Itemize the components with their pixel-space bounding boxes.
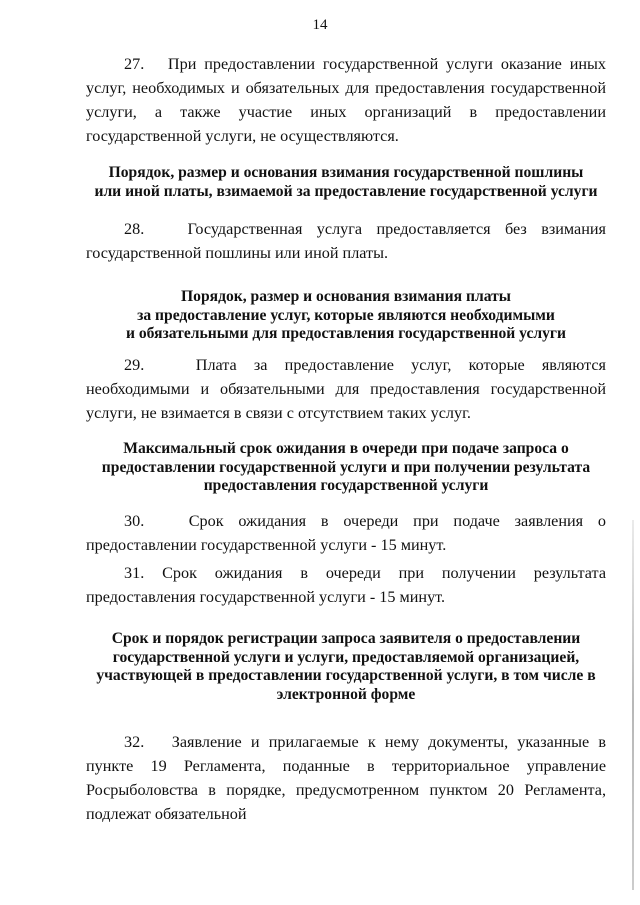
paragraph-text: Плата за предоставление услуг, которые являются необходимыми и обязательными для предоставления государственной услуги, не взимается в связи с отсутствием таких услуг. <box>86 356 606 422</box>
heading-line: за предоставление услуг, которые являются необходимыми <box>137 306 555 324</box>
paragraph-number: 30. <box>124 512 145 530</box>
section-heading-payment <box>80 288 612 344</box>
scan-edge-shadow <box>632 520 634 890</box>
paragraph-text: Срок ожидания в очереди при получении результата предоставления государственной услуги - 15 минут. <box>86 564 606 606</box>
heading-line: Порядок, размер и основания взимания платы <box>181 288 511 305</box>
paragraph-31 <box>86 561 606 609</box>
heading-line: или иной платы, взимаемой за предоставление государственной услуги <box>94 182 598 200</box>
heading-line: Порядок, размер и основания взимания государственной пошлины <box>108 164 584 181</box>
heading-line: Максимальный срок ожидания в очереди при подаче запроса о <box>123 440 569 457</box>
paragraph-number: 29. <box>124 356 145 374</box>
paragraph-number: 32. <box>124 733 145 751</box>
paragraph-text: Заявление и прилагаемые к нему документы, указанные в пункте 19 Регламента, поданные в территориальное управление Росрыболовства в порядке, предусмотренном пунктом 20 Регламента, подлежат обязательной <box>86 733 607 823</box>
paragraph-29 <box>86 353 606 425</box>
heading-line: предоставления государственной услуги <box>203 477 489 494</box>
paragraph-32 <box>86 730 606 826</box>
heading-line: электронной форме <box>276 685 416 703</box>
paragraph-text: Срок ожидания в очереди при подаче заявления о предоставлении государственной услуги - 15 минут. <box>86 512 607 554</box>
paragraph-number: 31. <box>124 564 145 582</box>
heading-line: Срок и порядок регистрации запроса заявителя о предоставлении <box>111 630 581 647</box>
page-number: 14 <box>312 17 328 33</box>
paragraph-28 <box>86 217 606 265</box>
heading-line: государственной услуги и услуги, предоставляемой организацией, <box>112 648 580 666</box>
section-heading-fee <box>80 164 612 201</box>
paragraph-27 <box>86 52 606 148</box>
section-heading-registration <box>80 630 612 704</box>
paragraph-30 <box>86 509 606 557</box>
paragraph-text: При предоставлении государственной услуги оказание иных услуг, необходимых и обязательных для предоставления государственной услуги, а также участие иных организаций в предоставлении государственной услуги, не осуществляются. <box>86 55 606 145</box>
heading-line: и обязательными для предоставления государственной услуги <box>125 325 566 342</box>
paragraph-number: 27. <box>124 55 145 73</box>
paragraph-text: Государственная услуга предоставляется без взимания государственной пошлины или иной платы. <box>86 220 607 262</box>
heading-line: предоставлении государственной услуги и при получении результата <box>101 458 591 476</box>
section-heading-queue <box>80 440 612 496</box>
heading-line: участвующей в предоставлении государственной услуги, в том числе в <box>96 667 596 684</box>
paragraph-number: 28. <box>124 220 145 238</box>
